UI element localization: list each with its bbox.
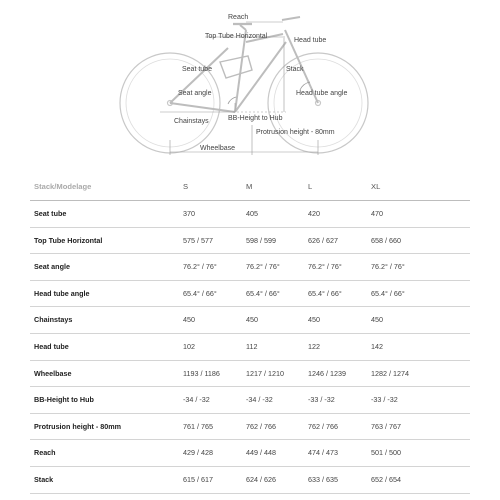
table-row (30, 201, 470, 228)
cell-l: 762 / 766 (308, 421, 338, 431)
label-reach: Reach (228, 14, 249, 21)
row-label: Head tube (34, 341, 69, 351)
cell-xl: 65.4° / 66° (371, 288, 405, 298)
row-label: Seat angle (34, 262, 70, 272)
cell-l: 1246 / 1239 (308, 368, 346, 378)
cell-l: 626 / 627 (308, 235, 338, 245)
geometry-table (30, 178, 470, 494)
cell-xl: 470 (371, 209, 383, 218)
row-label: Protrusion height - 80mm (34, 421, 122, 431)
row-label: BB-Height to Hub (34, 395, 94, 405)
cell-l: 420 (308, 209, 320, 218)
label-top-tube: Top Tube Horizontal (205, 33, 268, 40)
cell-xl: 1282 / 1274 (371, 368, 409, 378)
frame (170, 17, 318, 112)
cell-xl: 501 / 500 (371, 448, 401, 458)
table-row (30, 361, 470, 388)
cell-s: 429 / 428 (183, 448, 213, 458)
column-header-l: L (308, 182, 313, 191)
column-header-xl: XL (371, 182, 381, 191)
table-header-row (30, 178, 470, 201)
cell-s: 761 / 765 (183, 421, 213, 431)
cell-m: -34 / -32 (246, 395, 273, 405)
table-row (30, 254, 470, 281)
cell-m: 449 / 448 (246, 448, 276, 458)
cell-m: 65.4° / 66° (246, 288, 280, 298)
cell-xl: 763 / 767 (371, 421, 401, 431)
cell-s: 76.2° / 76° (183, 262, 217, 272)
row-label: Wheelbase (34, 368, 72, 378)
table-row (30, 440, 470, 467)
column-header-m: M (246, 182, 253, 191)
label-chainstays: Chainstays (174, 118, 209, 125)
table-row (30, 414, 470, 441)
cell-l: 76.2° / 76° (308, 262, 342, 272)
cell-l: 65.4° / 66° (308, 288, 342, 298)
label-seat-tube: Seat tube (182, 66, 212, 73)
label-bb-height: BB-Height to Hub (228, 115, 283, 122)
table-row (30, 467, 470, 494)
cell-l: -33 / -32 (308, 395, 335, 405)
cell-xl: 142 (371, 341, 383, 351)
row-label: Seat tube (34, 209, 67, 218)
cell-xl: -33 / -32 (371, 395, 398, 405)
bike-drawing (0, 0, 500, 165)
row-label: Stack (34, 474, 54, 484)
cell-s: 615 / 617 (183, 474, 213, 484)
row-label: Top Tube Horizontal (34, 235, 103, 245)
cell-m: 76.2° / 76° (246, 262, 280, 272)
cell-l: 633 / 635 (308, 474, 338, 484)
label-stack: Stack (286, 66, 304, 73)
bike-geometry-diagram (0, 0, 500, 165)
table-row (30, 281, 470, 308)
cell-s: 575 / 577 (183, 235, 213, 245)
label-head-tube: Head tube (294, 37, 327, 44)
cell-m: 598 / 599 (246, 235, 276, 245)
cell-m: 624 / 626 (246, 474, 276, 484)
cell-m: 450 (246, 315, 258, 325)
cell-xl: 450 (371, 315, 383, 325)
cell-s: 450 (183, 315, 195, 325)
table-row (30, 307, 470, 334)
cell-m: 1217 / 1210 (246, 368, 284, 378)
table-row (30, 228, 470, 255)
row-label: Chainstays (34, 315, 73, 325)
cell-xl: 658 / 660 (371, 235, 401, 245)
cell-s: 65.4° / 66° (183, 288, 217, 298)
cell-s: 1193 / 1186 (183, 368, 220, 378)
row-label: Head tube angle (34, 288, 90, 298)
cell-l: 450 (308, 315, 320, 325)
cell-xl: 76.2° / 76° (371, 262, 405, 272)
cell-l: 474 / 473 (308, 448, 338, 458)
cell-xl: 652 / 654 (371, 474, 401, 484)
table-row (30, 334, 470, 361)
cell-m: 762 / 766 (246, 421, 276, 431)
cell-m: 112 (246, 341, 258, 351)
cell-s: 102 (183, 341, 195, 351)
label-seat-angle: Seat angle (178, 90, 212, 97)
cell-m: 405 (246, 209, 258, 218)
cell-l: 122 (308, 341, 320, 351)
column-header-label: Stack/Modelage (34, 182, 92, 191)
label-wheelbase: Wheelbase (200, 145, 236, 152)
label-head-tube-angle: Head tube angle (296, 90, 348, 97)
cell-s: 370 (183, 209, 195, 218)
table-row (30, 387, 470, 414)
column-header-s: S (183, 182, 189, 191)
label-protrusion: Protrusion height - 80mm (256, 129, 335, 136)
cell-s: -34 / -32 (183, 395, 210, 405)
row-label: Reach (34, 448, 56, 458)
